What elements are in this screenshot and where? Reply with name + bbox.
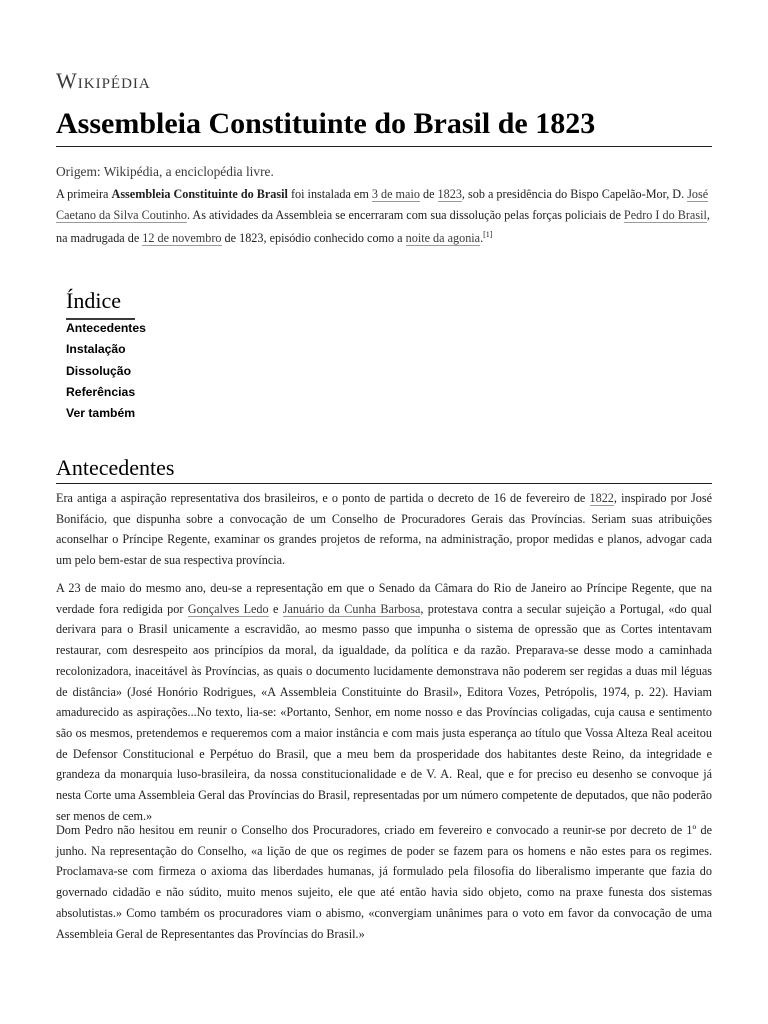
toc-item-ver-tambem[interactable]: Ver também (66, 406, 136, 421)
section-title-antecedentes: Antecedentes (56, 455, 712, 484)
link-3-de-maio[interactable]: 3 de maio (371, 187, 420, 201)
link-goncalves-ledo[interactable]: Gonçalves Ledo (187, 601, 269, 616)
paragraph-text: , protestava contra a secular sujeição a Portugal, «do qual derivara para o Brasil unicamente a escravidão, ao mesmo passo que impunha o sistema de opressão que as Cortes intentavam restaurar, com desrespeito aos princípios da moral, da igualdade, da política e da razão. Preparava-se desse modo a caminhada recolonizadora, inaceitável às Províncias, as quais o documento lucidamente demonstrava não poderem ser regidas a duas mil léguas de distância» (José Honório Rodrigues, «A Assembleia Constituinte do Brasil», Editora Vozes, Petrópolis, 1974, p. 22). Haviam amadurecido as aspirações...No texto, lia-se: «Portanto, Senhor, em nome nosso e das Províncias coligadas, cuja causa e sentimento são os mesmos, pretendemos e requeremos com a maior instância e com mais justa esperança ao título que Vossa Alteza Real aceitou de Defensor Constitucional e Perpétuo do Brasil, que a meu bem da prosperidade dos habitantes deste Reino, da integridade e grandeza da monarquia luso-brasileira, da nossa constitucionalidade e de V. A. Real, que e for preciso eu desenho se convoque já nesta Corte uma Assembleia Geral das Províncias do Brasil, representadas por um número competente de deputados, que não poderão ser menos de cem.» (56, 601, 712, 823)
paragraph-text: e (268, 601, 283, 616)
reference-link[interactable]: [1] (483, 230, 493, 240)
lead-text: . As atividades da Assembleia se encerraram com sua dissolução pelas forças policiais de (187, 207, 624, 222)
link-pedro-i[interactable]: Pedro I do Brasil (623, 207, 707, 222)
link-januario-da-cunha-barbosa[interactable]: Januário da Cunha Barbosa (282, 601, 421, 616)
section-paragraph-1 (56, 488, 712, 571)
lead-bold-term: Assembleia Constituinte do Brasil (111, 187, 288, 201)
lead-text: . (480, 231, 484, 246)
lead-text: foi instalada em (287, 187, 372, 201)
lead-text: A primeira (56, 187, 112, 201)
toc-item-dissolucao[interactable]: Dissolução (66, 363, 132, 378)
toc-item-antecedentes[interactable]: Antecedentes (66, 321, 146, 335)
page-title: Assembleia Constituinte do Brasil de 1823 (56, 104, 712, 147)
site-tagline: Origem: Wikipédia, a enciclopédia livre. (56, 164, 274, 179)
lead-paragraph (56, 184, 712, 249)
link-12-de-novembro[interactable]: 12 de novembro (142, 231, 222, 246)
section-paragraph-2 (56, 578, 712, 826)
paragraph-text: Era antiga a aspiração representativa dos brasileiros, e o ponto de partida o decreto de 16 de fevereiro de (56, 491, 590, 505)
paragraph-text: , inspirado por José Bonifácio, que dispunha sobre a convocação de um Conselho de Procuradores Gerais das Províncias. Seriam suas atribuições aconselhar o Príncipe Regente, examinar os grandes projetos de reforma, na administração, propor medidas e planos, advogar cada um pelo bem-estar de sua respectiva província. (56, 491, 712, 568)
link-1823[interactable]: 1823 (437, 187, 462, 201)
toc-title: Índice (66, 287, 135, 320)
table-of-contents (66, 318, 146, 424)
toc-item-instalacao[interactable]: Instalação (66, 342, 126, 357)
lead-text: de 1823, episódio conhecido como a (221, 231, 406, 246)
paragraph-text: A 23 de maio do mesmo ano, deu-se a representação em que o Senado da Câmara do Rio de Janeiro ao Príncipe Regente, que na verdade fora redigida por (56, 581, 712, 616)
section-paragraph-3: Dom Pedro não hesitou em reunir o Conselho dos Procuradores, criado em fevereiro e convocado a reunir-se por decreto de 1º de junho. Na representação do Conselho, «a lição de que os regimes de poder se fazem para os homens e não estes para os regimes. Proclamava-se com firmeza o axioma das liberdades humanas, já formulado pela filosofia do liberalismo imperante que fazia do governado cidadão e não súdito, muito menos sujeito, ele que até então havia sido objeto, como na praxe funesta dos sistemas absolutistas.» Como também os procuradores viam o abismo, «convergiam unânimes para o voto em favor da convocação de uma Assembleia Geral de Representantes das Províncias do Brasil.» (56, 823, 712, 941)
link-noite-da-agonia[interactable]: noite da agonia (405, 231, 481, 246)
lead-text: , na madrugada de (56, 207, 710, 246)
link-1822[interactable]: 1822 (589, 491, 614, 505)
lead-text: de (419, 187, 438, 201)
toc-item-referencias[interactable]: Referências (66, 384, 136, 399)
link-jose-caetano[interactable]: José Caetano da Silva Coutinho (56, 187, 709, 222)
wikipedia-wordmark[interactable]: Wikipédia (56, 68, 151, 93)
lead-text: , sob a presidência do Bispo Capelão-Mor, D. (461, 187, 688, 201)
